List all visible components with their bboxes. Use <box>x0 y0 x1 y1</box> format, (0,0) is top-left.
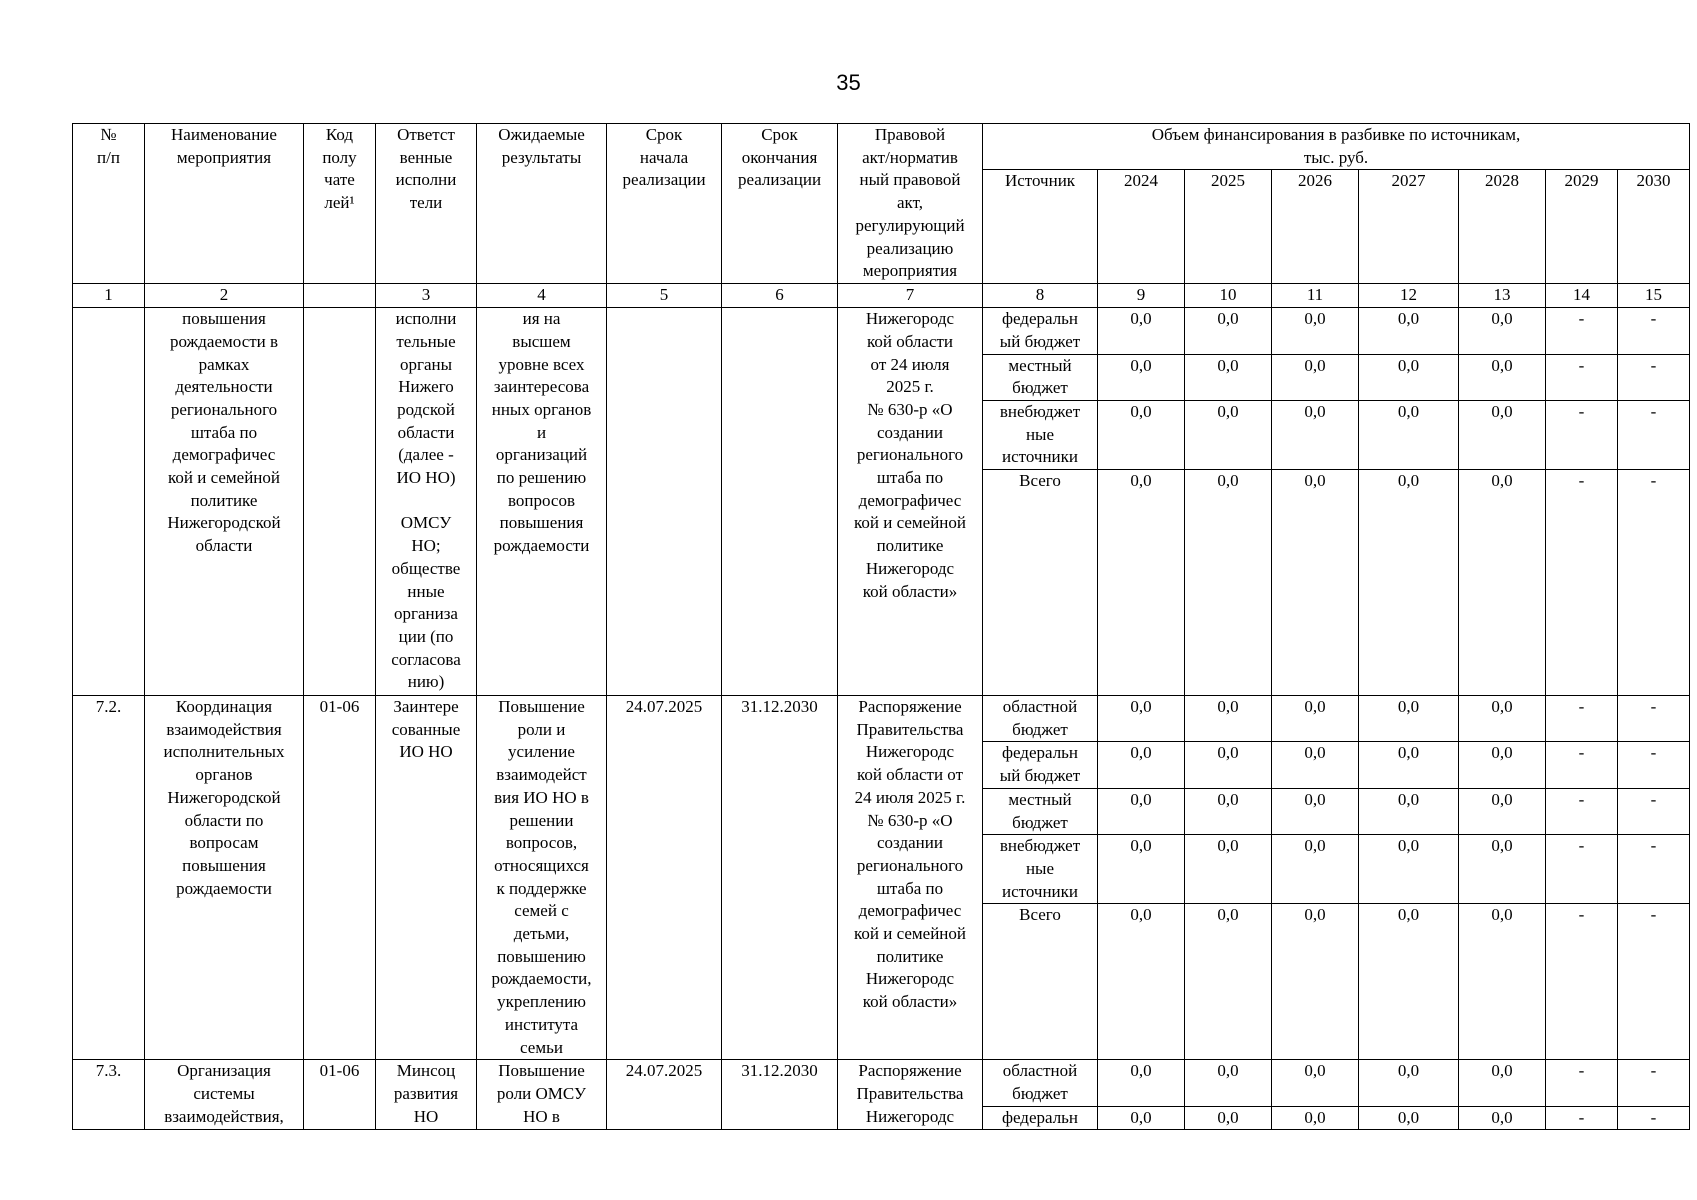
header-funding: Объем финансирования в разбивке по источникам, тыс. руб. <box>983 124 1690 170</box>
column-number: 3 <box>376 284 477 308</box>
funding-row <box>73 696 1690 742</box>
header-responsible: Ответст венные исполни тели <box>376 124 477 284</box>
funding-source: областной бюджет <box>983 696 1098 742</box>
recipient-code: 01-06 <box>304 1060 376 1130</box>
funding-value: 0,0 <box>1459 788 1546 834</box>
funding-value: 0,0 <box>1098 1060 1185 1106</box>
header-year: 2026 <box>1272 170 1359 284</box>
funding-value: - <box>1618 308 1690 354</box>
header-year: 2028 <box>1459 170 1546 284</box>
row-number <box>73 308 145 696</box>
funding-value: 0,0 <box>1272 788 1359 834</box>
funding-value: - <box>1618 904 1690 1060</box>
funding-value: - <box>1546 742 1618 788</box>
page-number: 35 <box>836 70 861 95</box>
column-number: 4 <box>477 284 607 308</box>
header-year: 2025 <box>1185 170 1272 284</box>
funding-row <box>73 308 1690 354</box>
funding-value: 0,0 <box>1185 308 1272 354</box>
column-number: 11 <box>1272 284 1359 308</box>
expected-results: Повышение роли ОМСУ НО в <box>477 1060 607 1130</box>
expected-results: ия на высшем уровне всех заинтересова нных органов и организаций по решению вопросов повышения рождаемости <box>477 308 607 696</box>
column-number: 14 <box>1546 284 1618 308</box>
legal-act: Распоряжение Правительства Нижегородс кой области от 24 июля 2025 г. № 630-р «О создании регионального штаба по демографичес кой и семейной политике Нижегородс кой области» <box>838 696 983 1060</box>
funding-value: 0,0 <box>1272 470 1359 696</box>
funding-value: 0,0 <box>1185 400 1272 469</box>
funding-value: 0,0 <box>1185 742 1272 788</box>
funding-value: 0,0 <box>1359 308 1459 354</box>
header-year: 2024 <box>1098 170 1185 284</box>
funding-value: 0,0 <box>1098 835 1185 904</box>
column-number: 5 <box>607 284 722 308</box>
header-code: Код полу чате лей¹ <box>304 124 376 284</box>
funding-value: 0,0 <box>1359 470 1459 696</box>
funding-value: 0,0 <box>1185 354 1272 400</box>
column-number: 13 <box>1459 284 1546 308</box>
funding-value: 0,0 <box>1272 904 1359 1060</box>
funding-value: - <box>1618 354 1690 400</box>
row-number: 7.3. <box>73 1060 145 1130</box>
funding-value: 0,0 <box>1459 696 1546 742</box>
funding-value: 0,0 <box>1359 696 1459 742</box>
funding-value: 0,0 <box>1359 742 1459 788</box>
legal-act: Нижегородс кой области от 24 июля 2025 г. № 630-р «О создании регионального штаба по демографичес кой и семейной политике Нижегородс кой области» <box>838 308 983 696</box>
funding-value: 0,0 <box>1272 308 1359 354</box>
funding-source: внебюджет ные источники <box>983 835 1098 904</box>
funding-value: 0,0 <box>1359 1106 1459 1130</box>
funding-value: 0,0 <box>1098 742 1185 788</box>
funding-value: - <box>1546 1060 1618 1106</box>
funding-value: 0,0 <box>1272 400 1359 469</box>
funding-value: - <box>1546 696 1618 742</box>
funding-value: 0,0 <box>1272 835 1359 904</box>
funding-value: - <box>1546 354 1618 400</box>
start-date <box>607 308 722 696</box>
header-act: Правовой акт/норматив ный правовой акт, регулирующий реализацию мероприятия <box>838 124 983 284</box>
funding-source: областной бюджет <box>983 1060 1098 1106</box>
header-year: 2027 <box>1359 170 1459 284</box>
column-number: 7 <box>838 284 983 308</box>
funding-value: 0,0 <box>1272 742 1359 788</box>
row-number: 7.2. <box>73 696 145 1060</box>
funding-value: - <box>1618 788 1690 834</box>
responsible-executors: Минсоц развития НО <box>376 1060 477 1130</box>
activity-name: повышения рождаемости в рамках деятельности регионального штаба по демографичес кой и семейной политике Нижегородской области <box>145 308 304 696</box>
funding-value: - <box>1618 696 1690 742</box>
funding-value: 0,0 <box>1098 696 1185 742</box>
funding-value: 0,0 <box>1185 904 1272 1060</box>
funding-value: - <box>1546 904 1618 1060</box>
funding-value: 0,0 <box>1185 1060 1272 1106</box>
funding-value: 0,0 <box>1459 1106 1546 1130</box>
activity-name: Координация взаимодействия исполнительных органов Нижегородской области по вопросам повышения рождаемости <box>145 696 304 1060</box>
funding-source: Всего <box>983 470 1098 696</box>
funding-value: 0,0 <box>1459 1060 1546 1106</box>
funding-value: - <box>1618 470 1690 696</box>
activity-name: Организация системы взаимодействия, <box>145 1060 304 1130</box>
activities-table <box>72 123 1690 1130</box>
funding-value: 0,0 <box>1459 354 1546 400</box>
recipient-code: 01-06 <box>304 696 376 1060</box>
funding-source: местный бюджет <box>983 788 1098 834</box>
funding-value: 0,0 <box>1359 1060 1459 1106</box>
funding-value: 0,0 <box>1459 904 1546 1060</box>
funding-value: - <box>1618 835 1690 904</box>
funding-source: внебюджет ные источники <box>983 400 1098 469</box>
header-source: Источник <box>983 170 1098 284</box>
funding-value: 0,0 <box>1098 308 1185 354</box>
funding-value: 0,0 <box>1359 835 1459 904</box>
end-date <box>722 308 838 696</box>
column-number: 6 <box>722 284 838 308</box>
header-year: 2030 <box>1618 170 1690 284</box>
header-results: Ожидаемые результаты <box>477 124 607 284</box>
funding-value: 0,0 <box>1359 354 1459 400</box>
funding-value: 0,0 <box>1098 470 1185 696</box>
funding-value: - <box>1546 308 1618 354</box>
funding-value: 0,0 <box>1459 835 1546 904</box>
recipient-code <box>304 308 376 696</box>
funding-value: 0,0 <box>1098 354 1185 400</box>
funding-value: - <box>1546 470 1618 696</box>
funding-source: федеральн ый бюджет <box>983 308 1098 354</box>
funding-value: 0,0 <box>1359 788 1459 834</box>
funding-value: - <box>1618 742 1690 788</box>
column-number: 9 <box>1098 284 1185 308</box>
column-numbers-row <box>73 284 1690 308</box>
funding-value: 0,0 <box>1272 354 1359 400</box>
funding-source: Всего <box>983 904 1098 1060</box>
end-date: 31.12.2030 <box>722 696 838 1060</box>
funding-value: - <box>1546 835 1618 904</box>
legal-act: Распоряжение Правительства Нижегородс <box>838 1060 983 1130</box>
funding-value: - <box>1546 400 1618 469</box>
funding-value: 0,0 <box>1185 470 1272 696</box>
column-number <box>304 284 376 308</box>
funding-value: 0,0 <box>1459 742 1546 788</box>
funding-row <box>73 1060 1690 1106</box>
funding-value: - <box>1546 1106 1618 1130</box>
funding-value: 0,0 <box>1459 400 1546 469</box>
expected-results: Повышение роли и усиление взаимодейст вия ИО НО в решении вопросов, относящихся к поддержке семей с детьми, повышению рождаемости, укреплению института семьи <box>477 696 607 1060</box>
funding-source: федеральн <box>983 1106 1098 1130</box>
funding-value: 0,0 <box>1098 1106 1185 1130</box>
funding-value: 0,0 <box>1098 904 1185 1060</box>
responsible-executors: исполни тельные органы Нижего родской области (далее - ИО НО) ОМСУ НО; обществе нные организа ции (по согласова нию) <box>376 308 477 696</box>
funding-value: 0,0 <box>1185 788 1272 834</box>
funding-value: 0,0 <box>1459 470 1546 696</box>
start-date: 24.07.2025 <box>607 1060 722 1130</box>
funding-value: 0,0 <box>1185 835 1272 904</box>
funding-value: 0,0 <box>1359 904 1459 1060</box>
funding-source: федеральн ый бюджет <box>983 742 1098 788</box>
funding-value: - <box>1618 400 1690 469</box>
funding-value: - <box>1546 788 1618 834</box>
funding-value: 0,0 <box>1359 400 1459 469</box>
header-name: Наименование мероприятия <box>145 124 304 284</box>
funding-source: местный бюджет <box>983 354 1098 400</box>
funding-value: 0,0 <box>1272 1106 1359 1130</box>
funding-value: 0,0 <box>1185 696 1272 742</box>
header-end: Срок окончания реализации <box>722 124 838 284</box>
funding-value: 0,0 <box>1185 1106 1272 1130</box>
start-date: 24.07.2025 <box>607 696 722 1060</box>
header-year: 2029 <box>1546 170 1618 284</box>
column-number: 2 <box>145 284 304 308</box>
funding-value: 0,0 <box>1272 696 1359 742</box>
end-date: 31.12.2030 <box>722 1060 838 1130</box>
column-number: 10 <box>1185 284 1272 308</box>
funding-value: - <box>1618 1106 1690 1130</box>
header-start: Срок начала реализации <box>607 124 722 284</box>
funding-value: 0,0 <box>1098 400 1185 469</box>
funding-value: 0,0 <box>1272 1060 1359 1106</box>
responsible-executors: Заинтере сованные ИО НО <box>376 696 477 1060</box>
header-number: № п/п <box>73 124 145 284</box>
funding-value: 0,0 <box>1459 308 1546 354</box>
column-number: 12 <box>1359 284 1459 308</box>
column-number: 1 <box>73 284 145 308</box>
column-number: 8 <box>983 284 1098 308</box>
funding-value: 0,0 <box>1098 788 1185 834</box>
funding-value: - <box>1618 1060 1690 1106</box>
column-number: 15 <box>1618 284 1690 308</box>
